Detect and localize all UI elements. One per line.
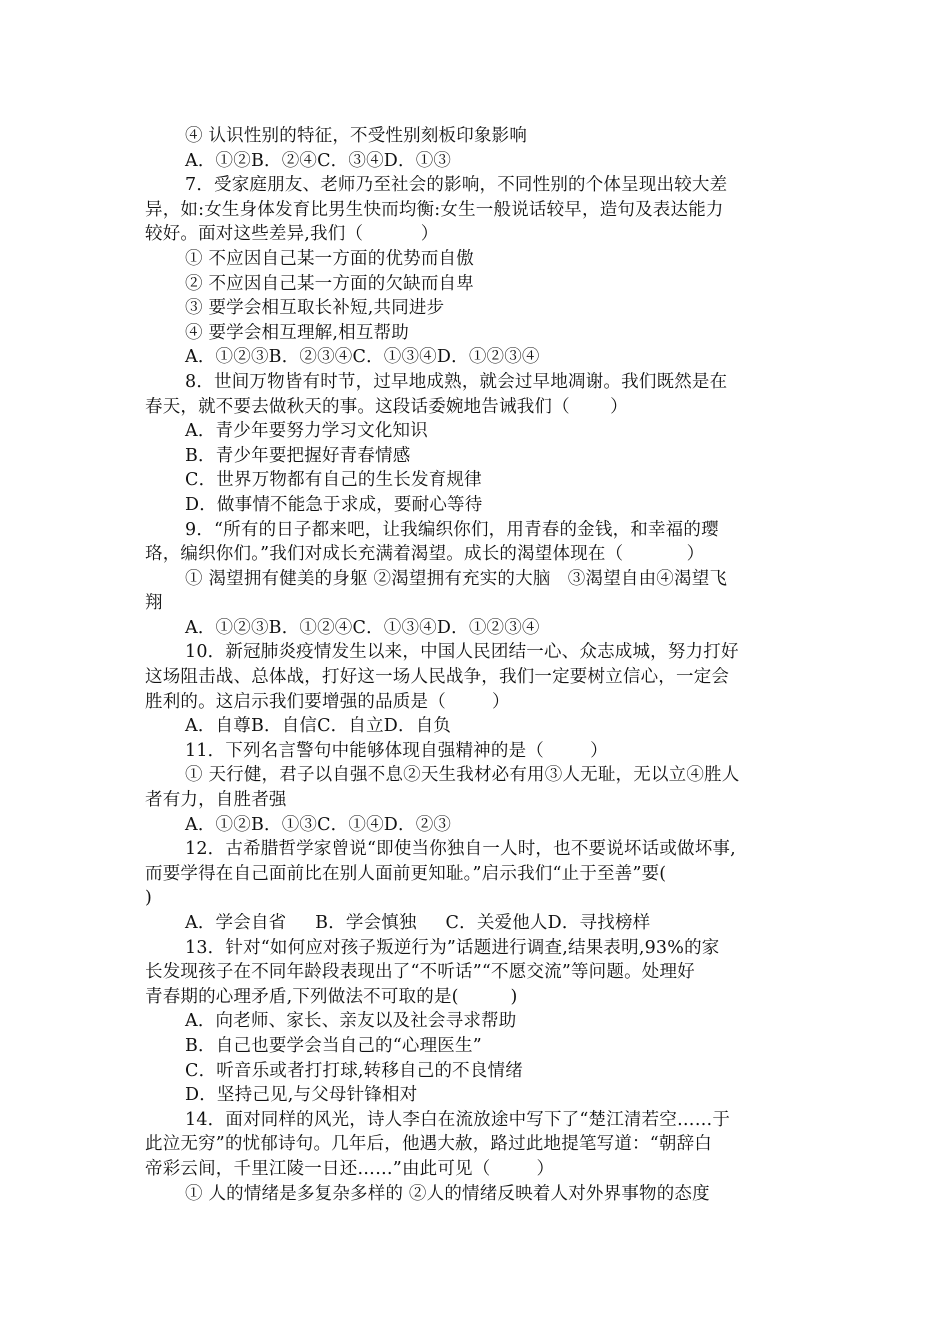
text-line: A．自尊B．自信C．自立D．自负 xyxy=(185,716,452,737)
text-line: 帝彩云间，千里江陵一日还……”由此可见（ ） xyxy=(145,1158,555,1179)
text-line: 这场阻击战、总体战，打好这一场人民战争，我们一定要树立信心，一定会 xyxy=(145,667,730,688)
text-line: B．青少年要把握好青春情感 xyxy=(185,445,411,466)
text-line: ① 人的情绪是多复杂多样的 ②人的情绪反映着人对外界事物的态度 xyxy=(185,1183,710,1204)
text-line: ① 渴望拥有健美的身躯 ②渴望拥有充实的大脑 ③渴望自由④渴望飞 xyxy=(185,568,728,589)
text-line: ① 不应因自己某一方面的优势而自傲 xyxy=(185,248,474,269)
text-line: C．世界万物都有自己的生长发育规律 xyxy=(185,470,482,491)
text-line: A．①②③B．①②④C．①③④D．①②③④ xyxy=(185,617,540,638)
text-line: 胜利的。这启示我们要增强的品质是（ ） xyxy=(145,691,510,712)
text-line: ④ 要学会相互理解,相互帮助 xyxy=(185,322,409,343)
text-line: ③ 要学会相互取长补短,共同进步 xyxy=(185,298,445,319)
text-line: 11．下列名言警句中能够体现自强精神的是（ ） xyxy=(185,740,608,761)
text-line: 9．“所有的日子都来吧，让我编织你们，用青春的金钱，和幸福的璎 xyxy=(185,519,719,540)
text-line: 13．针对“如何应对孩子叛逆行为”话题进行调查,结果表明,93%的家 xyxy=(185,937,720,958)
text-line: ② 不应因自己某一方面的欠缺而自卑 xyxy=(185,273,474,294)
text-line: 而要学得在自己面前比在别人面前更知耻。”启示我们“止于至善”要( xyxy=(145,863,667,884)
text-line: 此泣无穷”的忧郁诗句。几年后，他遇大赦，路过此地提笔写道：“朝辞白 xyxy=(145,1134,712,1155)
text-line: A．学会自省 B．学会慎独 C．关爱他人D．寻找榜样 xyxy=(185,913,651,933)
text-line: 14．面对同样的风光，诗人李白在流放途中写下了“楚江清若空……于 xyxy=(185,1109,731,1130)
text-line: 10．新冠肺炎疫情发生以来，中国人民团结一心、众志成城，努力打好 xyxy=(185,642,739,663)
text-line: A．向老师、家长、亲友以及社会寻求帮助 xyxy=(185,1011,517,1032)
text-line: A．①②③B．②③④C．①③④D．①②③④ xyxy=(185,347,540,368)
text-line: 翔 xyxy=(145,593,163,614)
text-line: D．做事情不能急于求成，要耐心等待 xyxy=(185,494,483,515)
text-line: 7．受家庭朋友、老师乃至社会的影响，不同性别的个体呈现出较大差 xyxy=(185,175,728,196)
text-line: A．青少年要努力学习文化知识 xyxy=(185,421,428,442)
text-line: 较好。面对这些差异,我们（ ） xyxy=(145,224,439,245)
document-body xyxy=(145,124,810,1206)
text-line: C．听音乐或者打打球,转移自己的不良情绪 xyxy=(185,1060,523,1081)
text-line: 春天，就不要去做秋天的事。这段话委婉地告诫我们（ ） xyxy=(145,396,628,417)
text-line: ④ 认识性别的特征，不受性别刻板印象影响 xyxy=(185,126,528,146)
text-line: D．坚持己见,与父母针锋相对 xyxy=(185,1085,418,1106)
text-line: B．自己也要学会当自己的“心理医生” xyxy=(185,1035,482,1056)
text-line: A．①②B．①③C．①④D．②③ xyxy=(185,814,452,835)
text-line: A．①②B．②④C．③④D．①③ xyxy=(185,150,452,171)
text-line: 青春期的心理矛盾,下列做法不可取的是( ) xyxy=(145,986,518,1007)
text-line: 异，如:女生身体发育比男生快而均衡:女生一般说话较早，造句及表达能力 xyxy=(145,199,724,220)
text-line: 珞，编织你们。”我们对成长充满着渴望。成长的渴望体现在（ ） xyxy=(145,544,705,565)
text-line: 长发现孩子在不同年龄段表现出了“不听话”“不愿交流”等问题。处理好 xyxy=(145,962,695,983)
text-line: 者有力，自胜者强 xyxy=(145,790,287,811)
text-line: ) xyxy=(145,888,153,909)
text-line: ① 天行健，君子以自强不息②天生我材必有用③人无耻，无以立④胜人 xyxy=(185,765,740,786)
text-line: 8．世间万物皆有时节，过早地成熟，就会过早地凋谢。我们既然是在 xyxy=(185,371,728,392)
text-line: 12．古希腊哲学家曾说“即使当你独自一人时，也不要说坏话或做坏事, xyxy=(185,839,736,860)
